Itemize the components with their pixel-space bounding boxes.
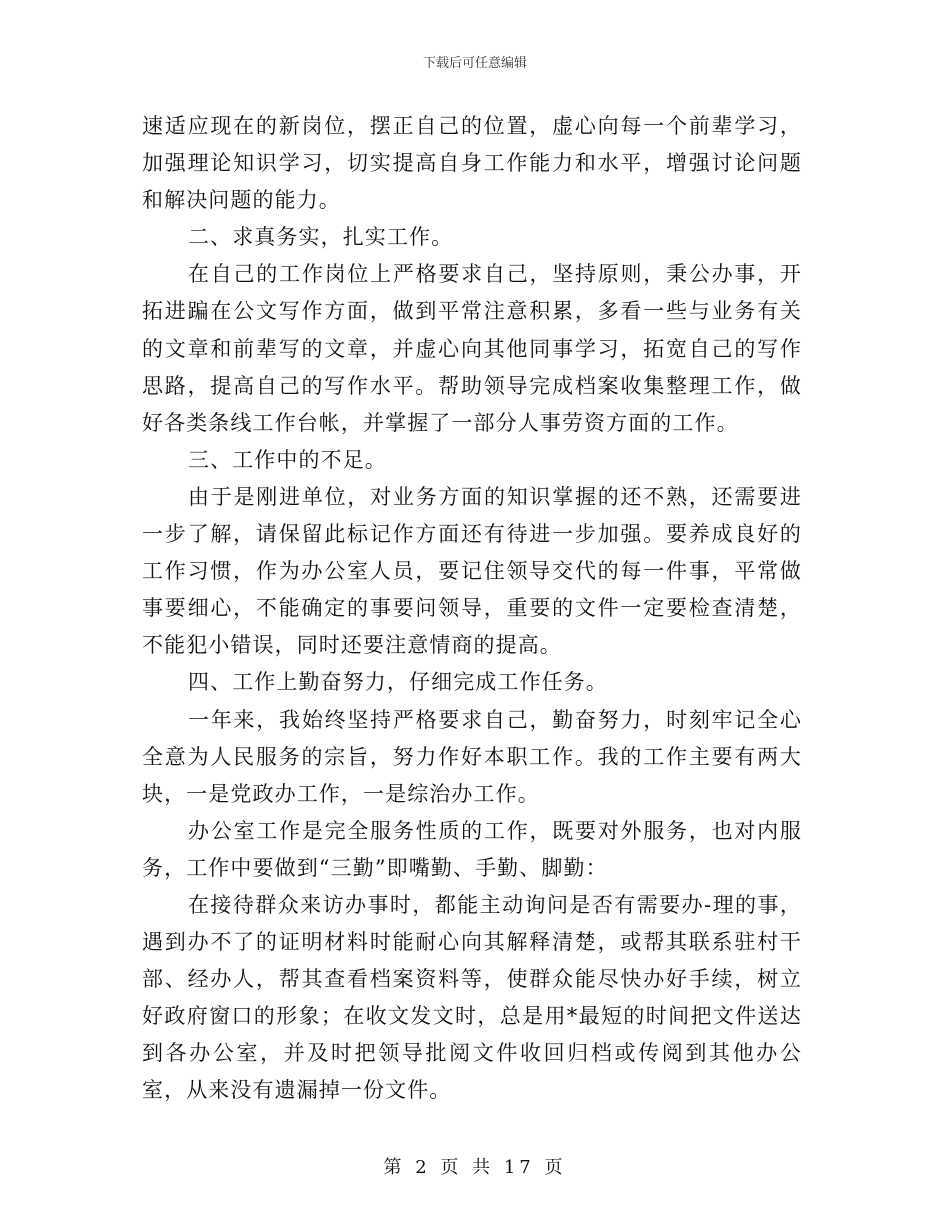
paragraph: 速适应现在的新岗位，摆正自己的位置，虚心向每一个前辈学习，加强理论知识学习，切实提高自身工作能力和水平，增强讨论问题和解决问题的能力。	[142, 114, 802, 213]
paragraph: 在自己的工作岗位上严格要求自己，坚持原则，秉公办事，开拓进蹁在公文写作方面，做到平常注意积累，多看一些与业务有关的文章和前辈写的文章，并虚心向其他同事学习，拓宽自己的写作思路，提高自己的写作水平。帮助领导完成档案收集整理工作，做好各类条线工作台帐，并掌握了一部分人事劳资方面的工作。	[142, 262, 802, 435]
paragraph: 一年来，我始终坚持严格要求自己，勤奋努力，时刻牢记全心全意为人民服务的宗旨，努力作好本职工作。我的工作主要有两大块，一是党政办工作，一是综治办工作。	[142, 707, 802, 806]
paragraph: 办公室工作是完全服务性质的工作，既要对外服务，也对内服务，工作中要做到“三勤”即嘴勤、手勤、脚勤：	[142, 818, 802, 880]
section-heading: 二、求真务实，扎实工作。	[188, 225, 454, 250]
document-body	[142, 108, 802, 1110]
paragraph: 由于是刚进单位，对业务方面的知识掌握的还不熟，还需要进一步了解，请保留此标记作方面还有待进一步加强。要养成良好的工作习惯，作为办公室人员，要记住领导交代的每一件事，平常做事要细心，不能确定的事要问领导，重要的文件一定要检查清楚，不能犯小错误，同时还要注意情商的提高。	[142, 484, 802, 658]
page-number: 第 2 页 共 17 页	[383, 1157, 567, 1178]
download-edit-note: 下载后可任意编辑	[422, 56, 527, 71]
section-heading: 三、工作中的不足。	[188, 447, 387, 472]
paragraph: 在接待群众来访办事时，都能主动询问是否有需要办-理的事，遇到办不了的证明材料时能耐心向其解释清楚，或帮其联系驻村干部、经办人，帮其查看档案资料等，使群众能尽快办好手续，树立好政府窗口的形象；在收文发文时，总是用*最短的时间把文件送达到各办公室，并及时把领导批阅文件收回归档或传阅到其他办公室，从来没有遗漏掉一份文件。	[142, 892, 802, 1103]
section-heading: 四、工作上勤奋努力，仔细完成工作任务。	[188, 670, 608, 695]
